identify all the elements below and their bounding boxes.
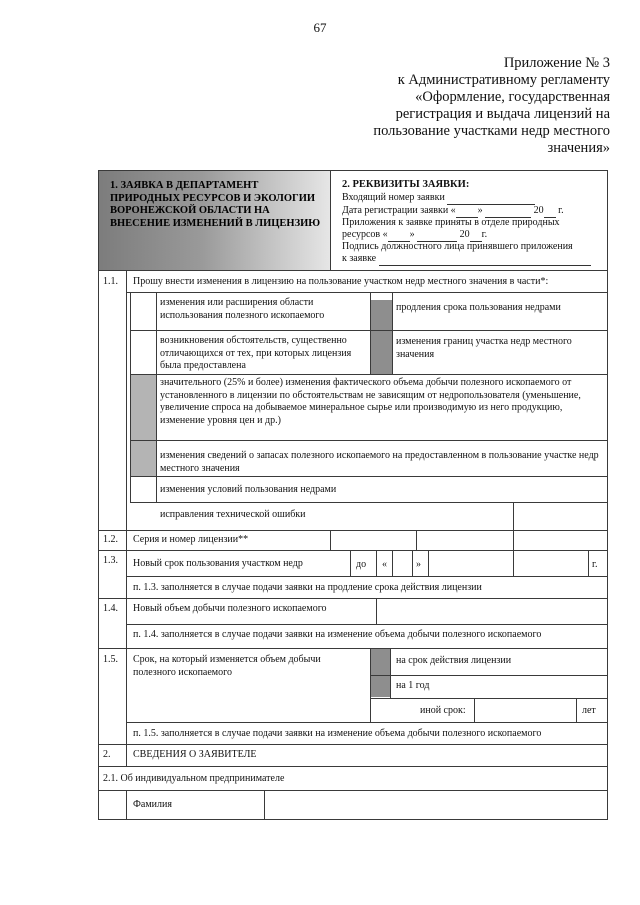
new-volume-label: Новый объем добычи полезного ископаемого [133,603,327,614]
option-reserves: изменения сведений о запасах полезного ископаемого на предоставленном в пользование участке недр местного значения [160,450,599,474]
years-label: лет [582,705,596,716]
registration-date: Дата регистрации заявки « » 20 г. [342,205,564,216]
checkbox-extend-term[interactable] [370,300,392,330]
applicant-info-heading: СВЕДЕНИЯ О ЗАЯВИТЕЛЕ [133,749,257,760]
section1-title-line: 1. ЗАЯВКА В ДЕПАРТАМЕНТ [110,180,259,191]
option-error: исправления технической ошибки [160,509,306,520]
term-change-label: Срок, на который изменяется объем добычи полезного ископаемого [133,654,321,678]
until-label: до [356,559,367,570]
incoming-number-label: Входящий номер заявки [342,192,535,205]
option-conditions: изменения условий пользования недрами [160,484,337,495]
option-boundaries: изменения границ участка недр местного значения [396,336,572,360]
section1-header [98,170,330,270]
signature-line: к заявке [342,253,591,266]
request-text: Прошу внести изменения в лицензию на пользование участком недр местного значения в части*: [133,276,549,287]
note-1-4: п. 1.4. заполняется в случае подачи заявки на изменение объема добычи полезного ископаемого [133,629,542,640]
quote-close: » [416,559,421,570]
license-number-label: Серия и номер лицензии** [133,534,249,545]
note-1-3: п. 1.3. заполняется в случае подачи заявки на продление срока действия лицензии [133,582,482,593]
signature-label: Подпись должностного лица принявшего приложения [342,241,573,252]
quote-open: « [382,559,387,570]
option-volume: значительного (25% и более) изменения фактического объема добычи полезного ископаемого от установленного в лицензии по обстоятельствам не зависящим от недропользователя (уменьшение, увеличение спроса на добываемое минеральное сырье или производимую из него продукцию, изменение уровня цен и др.) [160,377,581,426]
requisites-title: 2. РЕКВИЗИТЫ ЗАЯВКИ: [342,179,470,190]
signature-field[interactable] [379,265,591,266]
appendix-line: регистрация и выдача лицензий на [395,106,610,122]
row-number: 1.2. [103,534,118,545]
option-one-year: на 1 год [396,680,430,691]
checkbox-volume[interactable] [130,374,156,440]
surname-label: Фамилия [133,799,172,810]
page-number: 67 [313,20,327,35]
appendix-line: пользование участками недр местного [373,123,610,139]
appendix-line: «Оформление, государственная [415,89,610,105]
new-term-label: Новый срок пользования участком недр [133,558,303,569]
row-number: 1.3. [103,555,118,566]
other-term-label: иной срок: [420,705,466,716]
option-extend-term: продления срока пользования недрами [396,302,561,313]
appendix-heading [280,55,610,157]
application-form [98,170,608,820]
year-suffix: г. [592,559,598,570]
appendix-line: Приложение № 3 [503,55,610,71]
entrepreneur-heading: 2.1. Об индивидуальном предпринимателе [103,773,285,784]
checkbox-boundaries[interactable] [370,330,392,374]
section1-title-line: ВОРОНЕЖСКОЙ ОБЛАСТИ НА [110,205,270,216]
note-1-5: п. 1.5. заполняется в случае подачи заявки на изменение объема добычи полезного ископаемого [133,728,542,739]
attachments-label: Приложения к заявке приняты в отделе природных [342,217,560,228]
checkbox-one-year[interactable] [370,675,390,697]
row-number: 2. [103,749,111,760]
option-circumstances: возникновения обстоятельств, существенно отличающихся от тех, при которых лицензия была предоставлена [160,335,352,371]
appendix-line: к Административному регламенту [397,72,610,88]
row-number: 1.4. [103,603,118,614]
option-license-term: на срок действия лицензии [396,655,512,666]
checkbox-license-term[interactable] [370,648,390,675]
appendix-line: значения» [547,140,610,156]
checkbox-reserves[interactable] [130,440,156,476]
attachments-date: ресурсов « » 20 г. [342,229,488,240]
row-number: 1.1. [103,276,118,287]
option-extend-area: изменения или расширения области использования полезного ископаемого [160,297,325,321]
section1-title-line: ПРИРОДНЫХ РЕСУРСОВ И ЭКОЛОГИИ [110,192,316,204]
row-number: 1.5. [103,654,118,665]
section1-title-line: ВНЕСЕНИЕ ИЗМЕНЕНИЙ В ЛИЦЕНЗИЮ [110,217,321,229]
